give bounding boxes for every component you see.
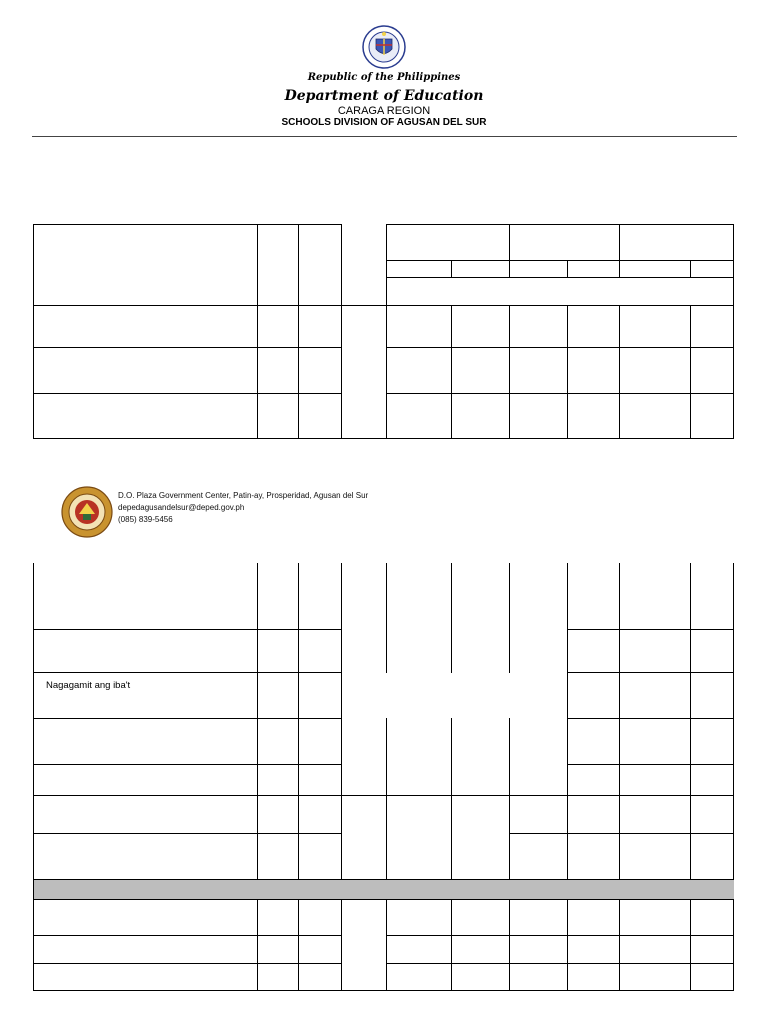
division-text: SCHOOLS DIVISION OF AGUSAN DEL SUR: [281, 117, 487, 128]
header-divider: [32, 136, 737, 137]
footer-address: D.O. Plaza Government Center, Patin-ay, Prosperidad, Agusan del Sur: [118, 491, 369, 500]
footer-email: depedagusandelsur@deped.gov.ph: [118, 503, 245, 512]
republic-text: Republic of the Philippines: [307, 72, 461, 83]
department-title: Department of Education: [284, 88, 484, 104]
table-cell-text: Nagagamit ang iba't: [46, 680, 131, 691]
region-text: CARAGA REGION: [337, 105, 431, 117]
section-band: [34, 880, 734, 899]
deped-seal-logo: [362, 25, 406, 69]
division-seal-logo: [61, 486, 113, 538]
footer-phone: (085) 839-5456: [118, 515, 173, 524]
